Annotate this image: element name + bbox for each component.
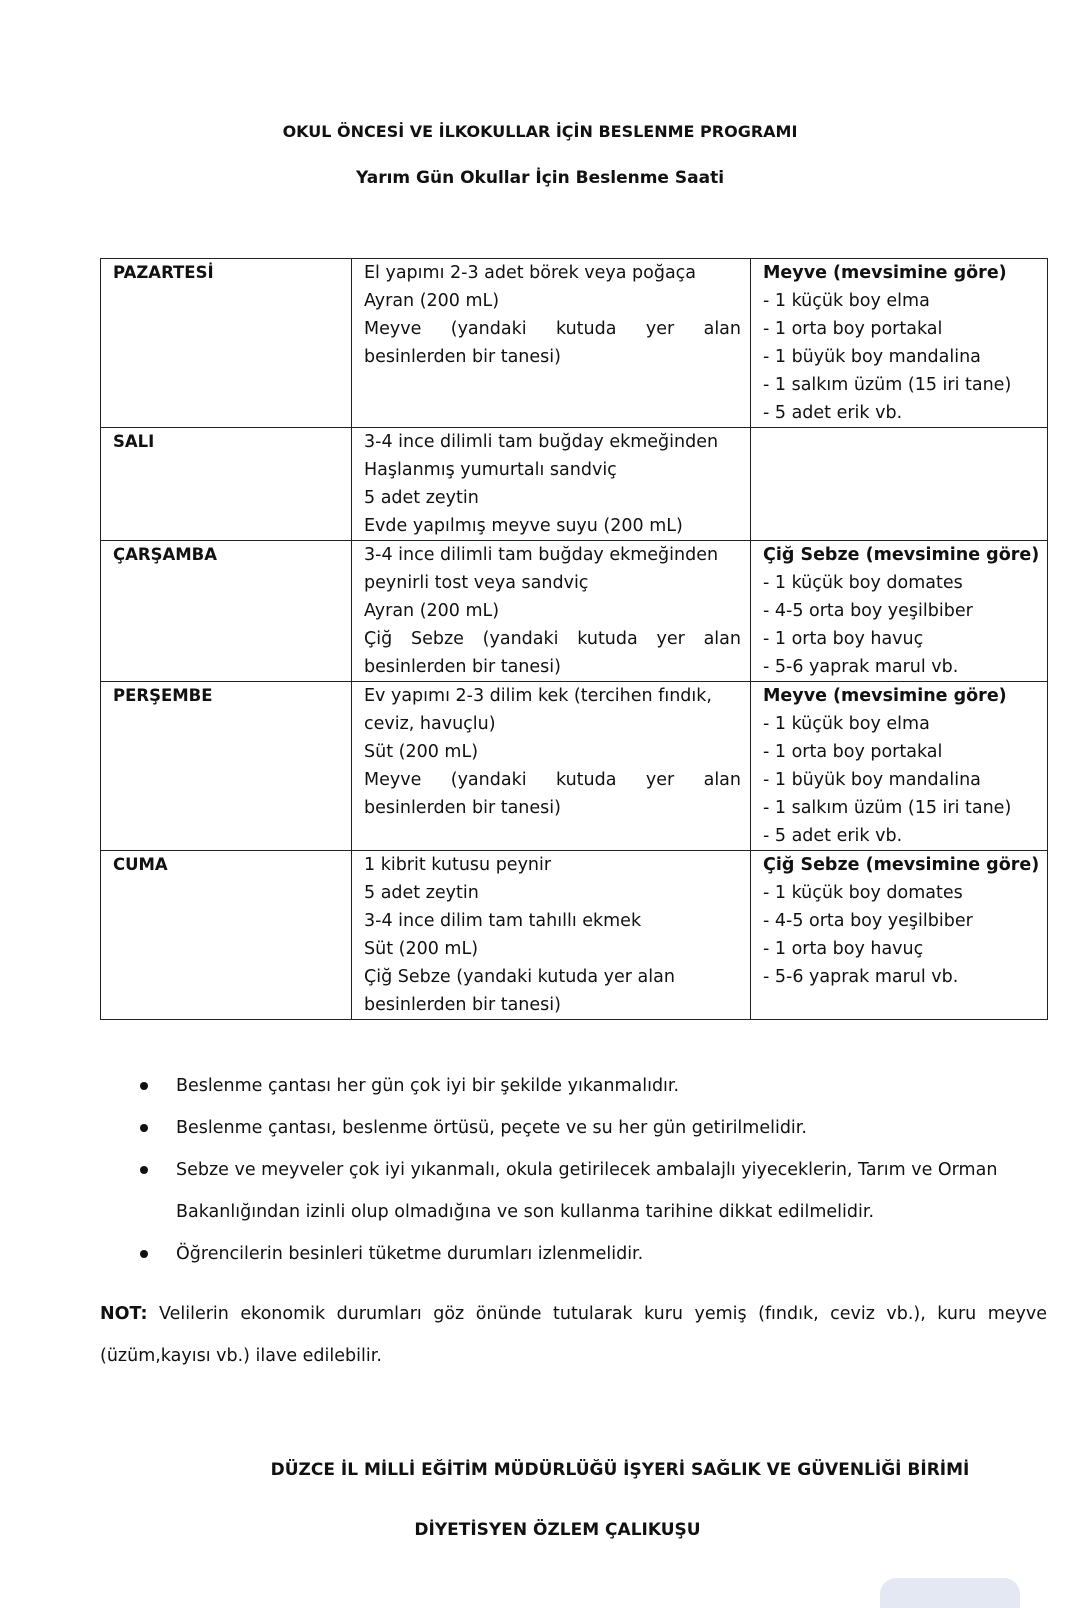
side-item: - 1 salkım üzüm (15 iri tane)	[763, 798, 1012, 818]
menu-item: Evde yapılmış meyve suyu (200 mL)	[364, 516, 683, 536]
menu-item: 3-4 ince dilimli tam buğday ekmeğinden	[364, 545, 719, 565]
side-item: - 1 küçük boy elma	[763, 714, 930, 734]
bullet-icon	[140, 1082, 148, 1090]
side-options-cell	[751, 259, 1048, 428]
list-item-text: Öğrencilerin besinleri tüketme durumları izlenmelidir.	[176, 1244, 644, 1264]
menu-item: 3-4 ince dilimli tam buğday ekmeğinden	[364, 432, 719, 452]
footer-unit: DÜZCE İL MİLLİ EĞİTİM MÜDÜRLÜĞÜ İŞYERİ SAĞLIK VE GÜVENLİĞİ BİRİMİ	[270, 1460, 970, 1480]
side-item: - 1 büyük boy mandalina	[763, 347, 981, 367]
list-item-text: Beslenme çantası her gün çok iyi bir şekilde yıkanmalıdır.	[176, 1076, 680, 1096]
list-item-text: Sebze ve meyveler çok iyi yıkanmalı, okula getirilecek ambalajlı yiyeceklerin, Tarım ve Orman Bakanlığından izinli olup olmadığına ve son kullanma tarihine dikkat edilmelidir.	[176, 1160, 998, 1222]
list-item	[128, 1149, 1048, 1233]
menu-item: Ev yapımı 2-3 dilim kek (tercihen fındık,	[364, 686, 712, 706]
page-title: OKUL ÖNCESİ VE İLKOKULLAR İÇİN BESLENME PROGRAMI	[282, 122, 798, 141]
menu-item: 5 adet zeytin	[364, 488, 479, 508]
table-row-cuma	[101, 851, 1048, 1020]
side-item: - 1 büyük boy mandalina	[763, 770, 981, 790]
menu-item: besinlerden bir tanesi)	[364, 347, 561, 367]
side-options-cell	[751, 851, 1048, 1020]
side-item: - 5 adet erik vb.	[763, 403, 903, 423]
menu-item: peynirli tost veya sandviç	[364, 573, 589, 593]
note-label: NOT:	[100, 1304, 148, 1324]
note-text: Velilerin ekonomik durumları göz önünde tutularak kuru yemiş (fındık, ceviz vb.), kuru meyve (üzüm,kayısı vb.) ilave edilebilir.	[100, 1304, 1047, 1366]
bullet-icon	[140, 1250, 148, 1258]
table-row-sali	[101, 428, 1048, 541]
side-item: - 4-5 orta boy yeşilbiber	[763, 911, 973, 931]
bullet-icon	[140, 1166, 148, 1174]
side-heading: Meyve (mevsimine göre)	[763, 686, 1007, 706]
side-item: - 1 küçük boy domates	[763, 573, 963, 593]
day-label: CUMA	[101, 851, 352, 1020]
instruction-list	[128, 1065, 1048, 1275]
menu-item: 1 kibrit kutusu peynir	[364, 855, 552, 875]
side-heading: Çiğ Sebze (mevsimine göre)	[763, 545, 1040, 565]
side-item: - 1 küçük boy elma	[763, 291, 930, 311]
menu-item: 5 adet zeytin	[364, 883, 479, 903]
menu-item: ceviz, havuçlu)	[364, 714, 496, 734]
side-item: - 4-5 orta boy yeşilbiber	[763, 601, 973, 621]
main-menu-cell	[352, 259, 751, 428]
side-heading: Meyve (mevsimine göre)	[763, 263, 1007, 283]
corner-tab	[880, 1578, 1020, 1608]
side-item: - 5-6 yaprak marul vb.	[763, 967, 959, 987]
table-row-persembe	[101, 682, 1048, 851]
list-item	[128, 1233, 1048, 1275]
side-item: - 1 orta boy portakal	[763, 742, 943, 762]
menu-item: besinlerden bir tanesi)	[364, 657, 561, 677]
day-label: ÇARŞAMBA	[101, 541, 352, 682]
menu-item: Meyve (yandaki kutuda yer alan	[364, 319, 741, 339]
day-label: PAZARTESİ	[101, 259, 352, 428]
footer-signature-name: DİYETİSYEN ÖZLEM ÇALIKUŞU	[414, 1520, 701, 1540]
table-row-carsamba	[101, 541, 1048, 682]
side-item: - 1 orta boy havuç	[763, 939, 924, 959]
main-menu-cell	[352, 428, 751, 541]
menu-item: Ayran (200 mL)	[364, 601, 500, 621]
side-options-cell-empty	[751, 428, 1048, 541]
side-heading: Çiğ Sebze (mevsimine göre)	[763, 855, 1040, 875]
side-item: - 1 orta boy portakal	[763, 319, 943, 339]
menu-item: besinlerden bir tanesi)	[364, 995, 561, 1015]
list-item	[128, 1107, 1048, 1149]
menu-item: Çiğ Sebze (yandaki kutuda yer alan	[364, 967, 675, 987]
main-menu-cell	[352, 851, 751, 1020]
menu-item: Çiğ Sebze (yandaki kutuda yer alan	[364, 629, 741, 649]
note-paragraph	[100, 1293, 1047, 1377]
side-item: - 1 salkım üzüm (15 iri tane)	[763, 375, 1012, 395]
bullet-icon	[140, 1124, 148, 1132]
side-item: - 1 küçük boy domates	[763, 883, 963, 903]
main-menu-cell	[352, 541, 751, 682]
menu-item: 3-4 ince dilim tam tahıllı ekmek	[364, 911, 642, 931]
side-item: - 5 adet erik vb.	[763, 826, 903, 846]
menu-item: Süt (200 mL)	[364, 939, 479, 959]
nutrition-table	[100, 258, 1048, 1020]
list-item	[128, 1065, 1048, 1107]
menu-item: Meyve (yandaki kutuda yer alan	[364, 770, 741, 790]
day-label: SALI	[101, 428, 352, 541]
menu-item: Haşlanmış yumurtalı sandviç	[364, 460, 617, 480]
side-item: - 1 orta boy havuç	[763, 629, 924, 649]
menu-item: Süt (200 mL)	[364, 742, 479, 762]
page-subtitle: Yarım Gün Okullar İçin Beslenme Saati	[355, 168, 725, 188]
side-item: - 5-6 yaprak marul vb.	[763, 657, 959, 677]
menu-item: Ayran (200 mL)	[364, 291, 500, 311]
table-row-pazartesi	[101, 259, 1048, 428]
list-item-text: Beslenme çantası, beslenme örtüsü, peçete ve su her gün getirilmelidir.	[176, 1118, 807, 1138]
side-options-cell	[751, 682, 1048, 851]
menu-item: besinlerden bir tanesi)	[364, 798, 561, 818]
main-menu-cell	[352, 682, 751, 851]
day-label: PERŞEMBE	[101, 682, 352, 851]
menu-item: El yapımı 2-3 adet börek veya poğaça	[364, 263, 697, 283]
side-options-cell	[751, 541, 1048, 682]
